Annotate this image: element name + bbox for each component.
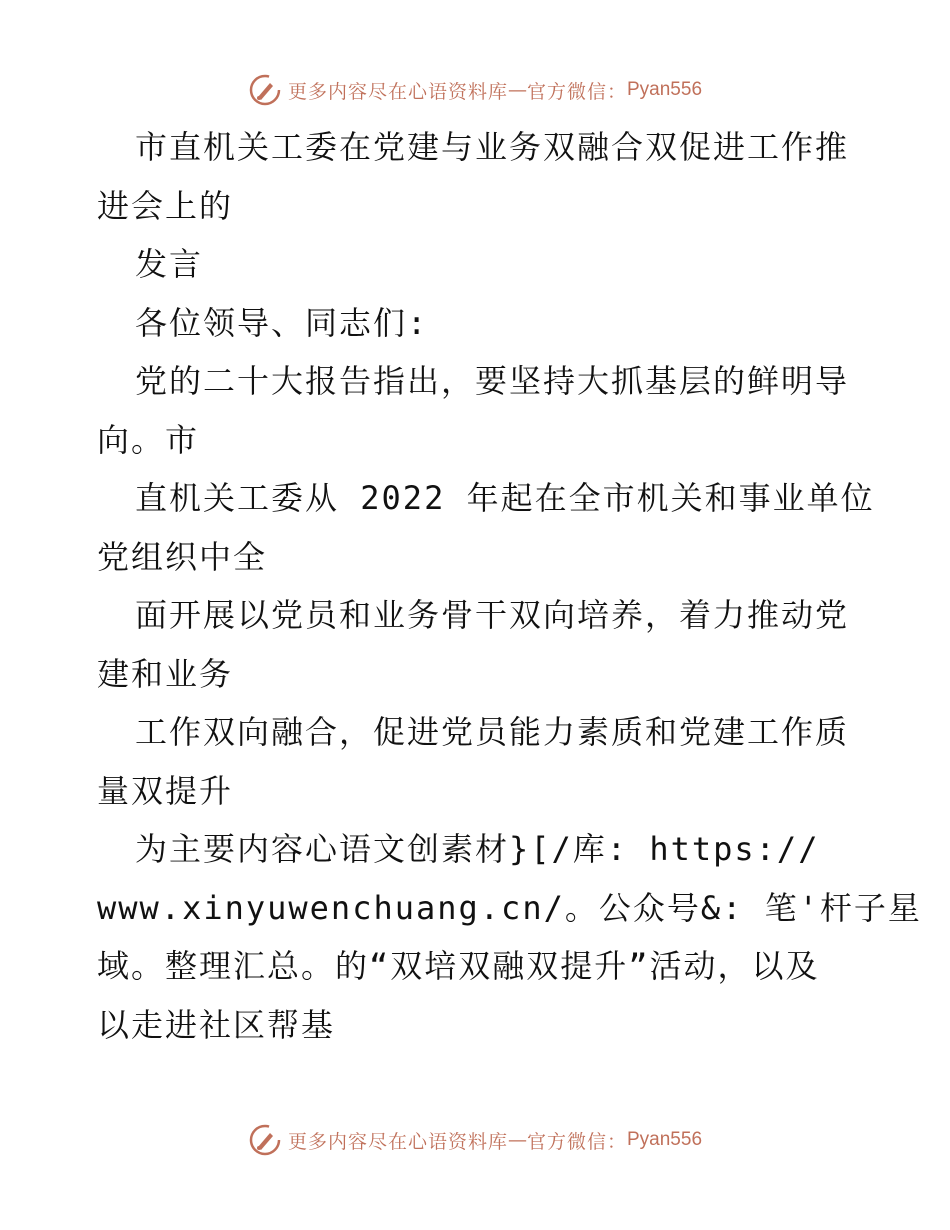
pen-logo-icon [248,73,282,107]
text-line: 各位领导、同志们: [135,303,429,342]
banner-main-text: 更多内容尽在心语资料库 [287,1130,508,1153]
banner-wechat-label: 官方微信： [526,80,627,103]
text-line: 发言 [135,245,204,283]
text-line: 向。市 [97,420,200,459]
text-line: 市直机关工委在党建与业务双融合双促进工作推 [135,128,850,166]
document-body [97,118,922,1054]
banner-wechat-label: 官方微信： [526,1130,627,1153]
text-line: www.xinyuwenchuang.cn/。公众号&: 笔'杆子星 [97,888,922,927]
footer-watermark-banner [0,1120,950,1160]
text-line: 党的二十大报告指出，要坚持大抓基层的鲜明导 [135,362,850,400]
text-line: 建和业务 [97,654,234,693]
header-watermark-banner [0,70,950,110]
text-line: 量双提升 [97,771,234,810]
text-line: 以走进社区帮基 [97,1005,336,1044]
text-line: 为主要内容心语文创素材}[/库: https:// [135,830,820,868]
text-line: 工作双向融合，促进党员能力素质和党建工作质 [135,713,850,751]
text-line: 党组织中全 [97,537,268,576]
banner-wechat-id: Pyan556 [627,1129,703,1150]
text-line: 面开展以党员和业务骨干双向培养，着力推动党 [135,596,850,634]
text-line: 进会上的 [97,186,234,225]
text-line: 域。整理汇总。的“双培双融双提升”活动，以及 [97,947,820,985]
banner-dash: — [507,79,527,101]
text-line: 直机关工委从 2022 年起在全市机关和事业单位 [135,479,875,517]
banner-dash: — [507,1129,527,1151]
banner-wechat-id: Pyan556 [627,79,703,100]
pen-logo-icon [248,1123,282,1157]
banner-main-text: 更多内容尽在心语资料库 [287,80,508,103]
